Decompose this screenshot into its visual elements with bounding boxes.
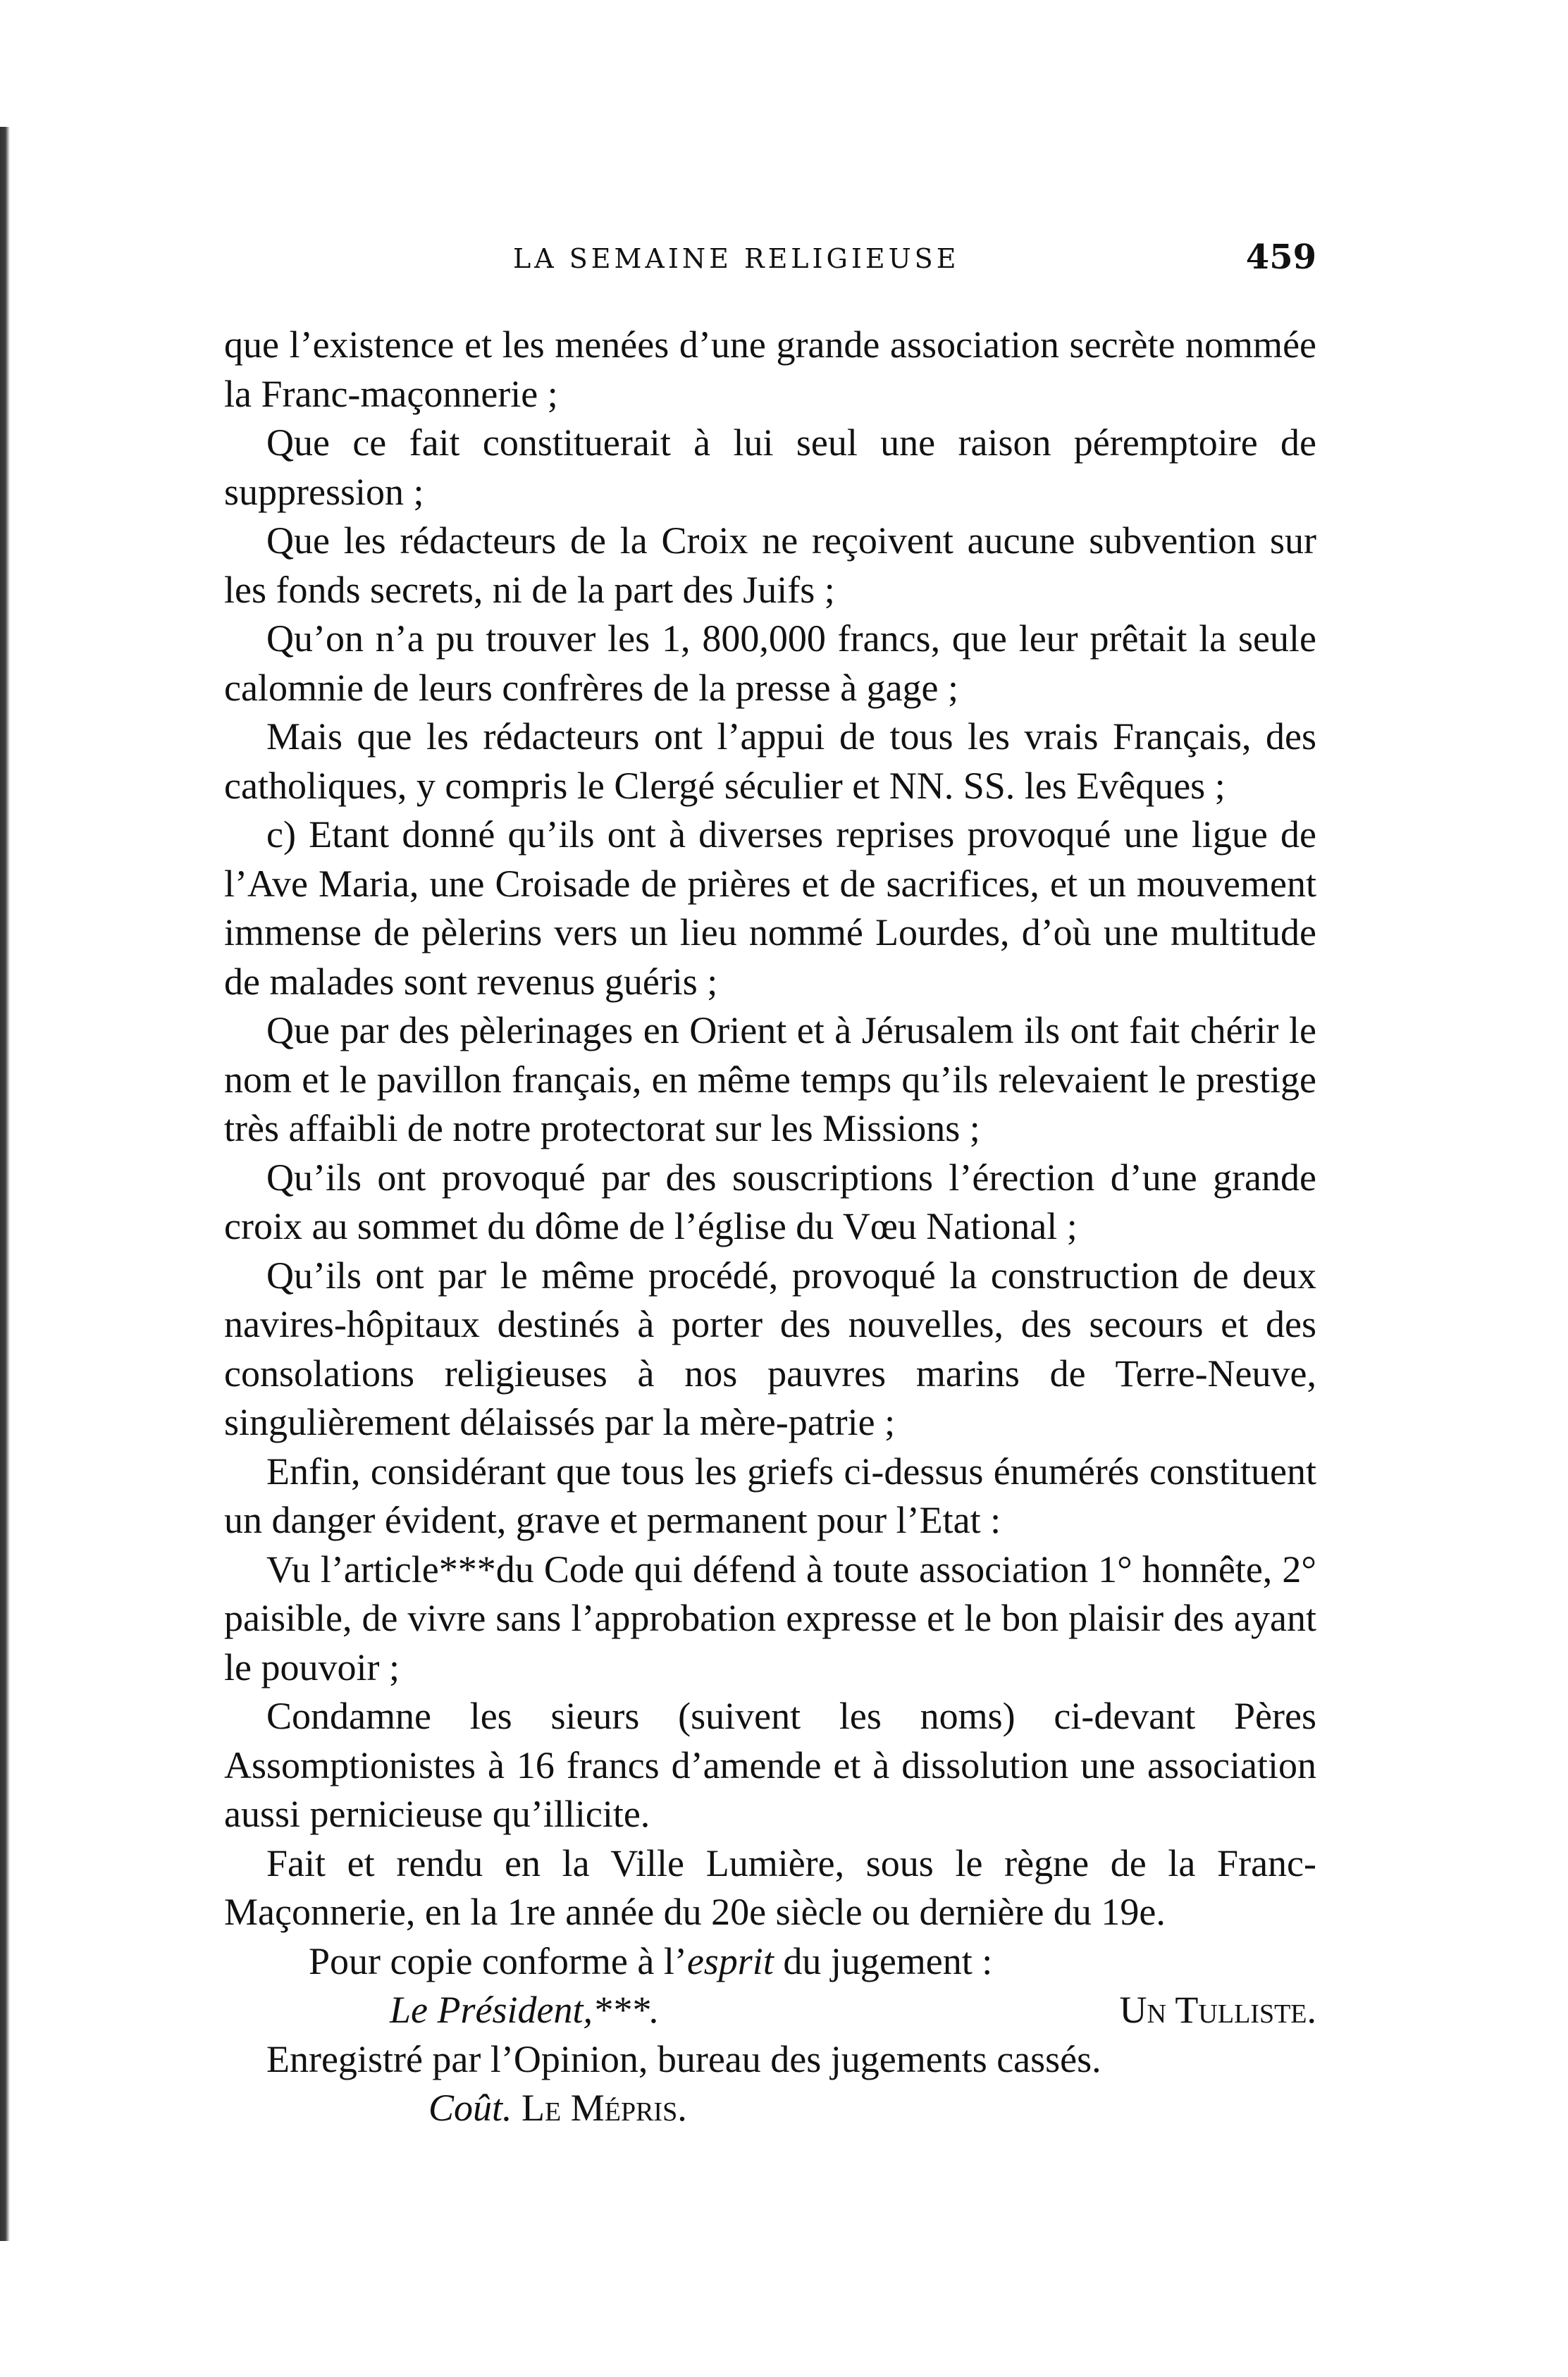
paragraph: Vu l’article***du Code qui défend à toute association 1° honnête, 2° paisible, de vivre sans l’approbation expresse et le bon plaisir des ayant le pouvoir ; (224, 1548, 1316, 1688)
copy-prefix: Pour copie conforme à l’ (309, 1939, 687, 1982)
paragraph: Enfin, considérant que tous les griefs ci-dessus énumérés constituent un danger évident, grave et permanent pour l’Etat : (224, 1450, 1316, 1541)
registered-line: Enregistré par l’Opinion, bureau des jugements cassés. (266, 2037, 1101, 2080)
body-text (224, 321, 1316, 2133)
copy-word: esprit (686, 1939, 774, 1982)
copy-suffix: du jugement : (773, 1939, 993, 1982)
book-spine-shadow (0, 127, 10, 2241)
paragraph: Que ce fait constituerait à lui seul une raison péremptoire de suppression ; (224, 421, 1316, 513)
signature-president: Le Président,***. (390, 1989, 660, 2031)
paragraph: Qu’on n’a pu trouver les 1, 800,000 francs, que leur prêtait la seule calomnie de leurs confrères de la presse à gage ; (224, 617, 1316, 709)
page-number: 459 (1245, 237, 1316, 277)
paragraph: Fait et rendu en la Ville Lumière, sous le règne de la Franc-Maçonnerie, en la 1re année du 20e siècle ou dernière du 19e. (224, 1841, 1316, 1933)
paragraph: Qu’ils ont par le même procédé, provoqué la construction de deux navires-hôpitaux destinés à porter des nouvelles, des secours et des consolations religieuses à nos pauvres marins de Terre-Neuve, singulièrement délaissés par la mère-patrie ; (224, 1254, 1316, 1443)
paragraph: Qu’ils ont provoqué par des souscriptions l’érection d’une grande croix au sommet du dôme de l’église du Vœu National ; (224, 1156, 1316, 1247)
signature-tulliste: Un Tulliste. (1119, 1989, 1316, 2031)
cout-line (224, 2084, 1316, 2133)
page-header (224, 237, 1316, 285)
paragraph: Que par des pèlerinages en Orient et à Jérusalem ils ont fait chérir le nom et le pavillon français, en même temps qu’ils relevaient le prestige très affaibli de notre protectorat sur les Missions ; (224, 1009, 1316, 1149)
paragraph: Condamne les sieurs (suivent les noms) ci-devant Pères Assomptionistes à 16 francs d’amende et à dissolution une association aussi pernicieuse qu’illicite. (224, 1695, 1316, 1835)
copy-conforme-line (224, 1937, 1316, 1987)
cout-label: Coût. (428, 2087, 512, 2129)
running-head: LA SEMAINE RELIGIEUSE (513, 243, 960, 274)
signature-row (224, 1986, 1316, 2035)
paragraph: Mais que les rédacteurs ont l’appui de tous les vrais Français, des catholiques, y compris le Clergé séculier et NN. SS. les Evêques ; (224, 715, 1316, 807)
paragraph: Que les rédacteurs de la Croix ne reçoivent aucune subvention sur les fonds secrets, ni de la part des Juifs ; (224, 519, 1316, 611)
paragraph: c) Etant donné qu’ils ont à diverses reprises provoqué une ligue de l’Ave Maria, une Croisade de prières et de sacrifices, et un mouvement immense de pèlerins vers un lieu nommé Lourdes, d’où une multitude de malades sont revenus guéris ; (224, 813, 1316, 1003)
paragraph: que l’existence et les menées d’une grande association secrète nommée la Franc-maçonnerie ; (224, 323, 1316, 415)
cout-value: Le Mépris. (512, 2087, 687, 2129)
